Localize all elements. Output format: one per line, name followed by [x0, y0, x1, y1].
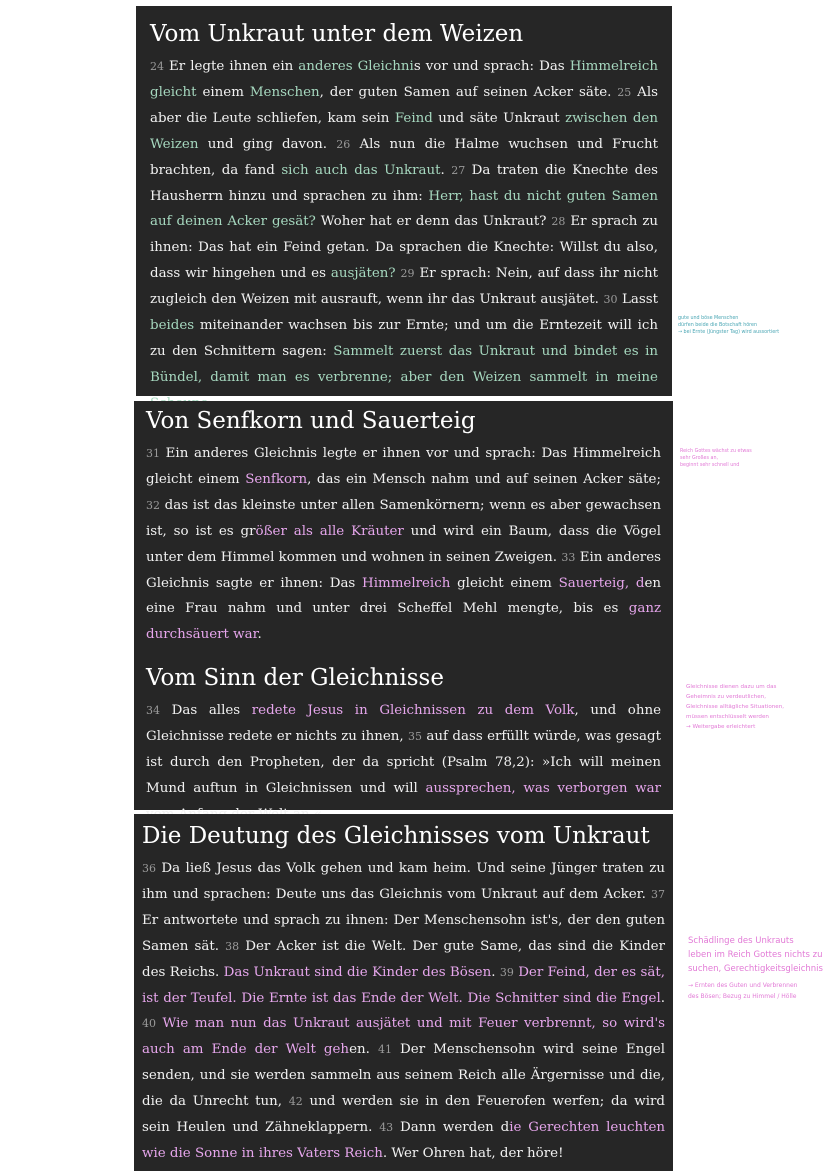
verse-text: Er sprach: Nein, auf dass ihr nicht zugleich den Weizen mit ausrauft, wenn ihr das Unkraut ausjätet.: [150, 266, 658, 308]
verse-number: 37: [651, 887, 665, 901]
verse-text: und wird ein Baum, dass die Vögel unter dem Himmel kommen und wohnen in seinen Zweigen.: [146, 523, 662, 565]
verse-number: 35: [408, 730, 423, 744]
verse-text: Er sprach zu ihnen: Das hat ein Feind getan. Da sprachen die Knechte: Willst du also, dass wir hingehen und es: [150, 214, 658, 282]
verse-text-34-35: [146, 698, 661, 828]
verse-text: .: [660, 990, 665, 1006]
verse-text-36-43: [142, 856, 665, 1167]
verse-text: en.: [349, 1042, 378, 1058]
highlight-green: ausjäten?: [330, 266, 396, 282]
note-line: beginnt sehr schnell und: [680, 463, 740, 468]
handwritten-note-3: [686, 682, 784, 732]
highlight-green: Herr, hast du nicht guten Samen auf deinen Acker gesät?: [150, 188, 658, 230]
highlight-pink: aussprechen, was verborgen war: [425, 780, 662, 796]
verse-number: 32: [146, 498, 160, 512]
verse-text: Das alles: [160, 703, 252, 719]
verse-text: Der Acker ist die Welt. Der gute Same, das sind die Kinder des Reichs.: [142, 938, 665, 980]
highlight-pink: redete Jesus in Gleichnissen zu dem Volk: [251, 703, 575, 719]
highlight-pink: ößer als alle Kräuter: [255, 523, 404, 539]
verse-text: , und ohne Gleichnisse redete er nichts zu ihnen,: [146, 703, 661, 745]
note-line: → Ernten des Guten und Verbrennen: [688, 982, 798, 989]
note-line: Reich Gottes wächst zu etwas: [680, 449, 752, 454]
verse-text: und säte Unkraut: [432, 110, 566, 126]
verse-text: Ein anderes Gleichnis sagte er ihnen: Das: [146, 549, 661, 591]
verse-text: Ein anderes Gleichnis legte er ihnen vor und sprach: Das Himmelreich gleicht einem: [146, 446, 661, 487]
verse-text: Lasst: [617, 292, 658, 308]
verse-text-31-33: [146, 441, 661, 648]
note-line: dürfen beide die Botschaft hören: [678, 323, 758, 328]
verse-number: 41: [377, 1043, 392, 1057]
verse-text: s vor und sprach: Das: [413, 59, 570, 74]
note-line: leben im Reich Gottes nichts zu: [688, 950, 823, 960]
verse-text-24-30: [150, 54, 658, 417]
note-line: müssen entschlüsselt werden: [686, 714, 769, 720]
section-title-unkraut-weizen: Vom Unkraut unter dem Weizen: [150, 21, 524, 47]
highlight-green: Feind: [394, 110, 433, 126]
verse-number: 40: [142, 1017, 156, 1031]
verse-number: 31: [146, 447, 160, 460]
verse-text: miteinander wachsen bis zur Ernte; und um die Erntezeit will ich zu den Schnittern sagen:: [150, 318, 658, 359]
verse-text: Da ließ Jesus das Volk gehen und kam heim. Und seine Jünger traten zu ihm und sprachen: Deute uns das Gleichnis vom Unkraut auf dem Acker.: [142, 861, 665, 902]
highlight-green: zwischen den Weizen: [150, 110, 658, 152]
highlight-green: Menschen: [249, 84, 320, 100]
highlight-green: beides: [150, 318, 195, 334]
panel-unkraut-unter-weizen: [136, 6, 672, 396]
verse-number: 34: [146, 704, 160, 718]
verse-number: 27: [451, 163, 466, 177]
verse-text: und ging davon.: [198, 136, 337, 152]
note-line: sehr Großes an,: [680, 456, 719, 461]
verse-text: Als aber die Leute schliefen, kam sein: [150, 84, 658, 126]
verse-number: 39: [499, 965, 514, 979]
handwritten-note-2: [680, 448, 752, 469]
highlight-pink: ganz durchsäuert war: [146, 601, 661, 643]
highlight-pink: Senfkorn: [245, 471, 308, 487]
verse-text: .: [491, 964, 500, 980]
verse-number: 33: [561, 550, 576, 564]
verse-number: 42: [288, 1095, 303, 1109]
highlight-pink: Der Feind, der es sät, ist der Teufel. Die Ernte ist das Ende der Welt. Die Schnitter sind die Engel: [142, 964, 665, 1006]
verse-number: 38: [225, 939, 240, 953]
handwritten-note-4: [688, 934, 823, 1002]
note-line: suchen, Gerechtigkeitsgleichnis: [688, 964, 823, 974]
verse-text: Er legte ihnen ein: [164, 59, 299, 74]
section-title-sinn-gleichnisse: Vom Sinn der Gleichnisse: [146, 665, 444, 692]
verse-text: Woher hat er denn das Unkraut?: [315, 214, 552, 230]
highlight-pink: Himmelreich: [362, 575, 451, 591]
verse-number: 36: [142, 862, 156, 875]
highlight-pink: ie Gerechten leuchten wie die Sonne in ihres Vaters Reich: [142, 1120, 665, 1161]
handwritten-note-1: [678, 315, 779, 336]
highlight-pink: Das Unkraut sind die Kinder des Bösen: [223, 964, 492, 980]
note-line: gute und böse Menschen: [678, 316, 739, 321]
note-line: Gleichnisse dienen dazu um das: [686, 684, 777, 690]
verse-number: 28: [551, 215, 566, 229]
verse-text: , der guten Samen auf seinen Acker säte.: [319, 84, 618, 100]
note-line: → Weitergabe erleichtert: [686, 724, 756, 730]
highlight-pink: Wie man nun das Unkraut ausjätet und mit Feuer verbrennt, so wird's auch am Ende der Welt geh: [142, 1016, 665, 1058]
note-line: Gleichnisse alltägliche Situationen,: [686, 704, 785, 710]
verse-text: und werden sie in den Feuerofen werfen; da wird sein Heulen und Zähneklappern.: [142, 1094, 665, 1136]
verse-number: 24: [150, 60, 164, 73]
verse-number: 29: [400, 267, 415, 281]
note-line: → bei Ernte (Jüngster Tag) wird aussortiert: [678, 330, 780, 335]
highlight-pink: Sauerteig, d: [558, 575, 645, 591]
verse-text: Er antwortete und sprach zu ihnen: Der Menschensohn ist's, der den guten Samen sät.: [142, 912, 665, 954]
verse-text: das ist das kleinste unter allen Samenkörnern; wenn es aber gewachsen ist, so ist es gr: [146, 497, 661, 539]
verse-text: Dann werden d: [393, 1120, 510, 1136]
verse-text: . Wer Ohren hat, der höre!: [382, 1145, 564, 1161]
verse-number: 25: [617, 85, 632, 99]
verse-text: gleicht einem: [450, 575, 559, 591]
note-line: des Bösen; Bezug zu Himmel / Hölle: [688, 993, 797, 1000]
verse-number: 30: [603, 293, 618, 307]
verse-text: .: [440, 162, 452, 178]
verse-number: 43: [379, 1121, 394, 1135]
highlight-green: Sammelt zuerst das Unkraut und bindet es in Bündel, damit man es verbrenne; aber den Weizen sammelt in meine: [150, 343, 658, 385]
verse-text: Als nun die Halme wuchsen und Frucht brachten, da fand: [150, 136, 659, 178]
verse-number: 26: [336, 137, 351, 151]
verse-text: en eine Frau nahm und unter drei Scheffel Mehl mengte, bis es: [146, 575, 661, 617]
section-title-senfkorn-sauerteig: Von Senfkorn und Sauerteig: [146, 408, 476, 434]
verse-text: auf dass erfüllt würde, was gesagt ist durch den Propheten, der da spricht (Psalm 78,2): »Ich will meinen Mund auftun in Gleichnissen und will: [146, 729, 661, 796]
highlight-green: Himmelreich gleicht: [150, 59, 658, 100]
note-line: Schädlinge des Unkrauts: [688, 936, 794, 946]
verse-text: Da traten die Knechte des Hausherrn hinzu und sprachen zu ihm:: [150, 162, 659, 204]
highlight-green: anderes Gleichni: [298, 59, 414, 74]
verse-text: .: [257, 627, 262, 643]
verse-text: einem: [196, 84, 250, 100]
panel-senfkorn-sinn: [134, 401, 673, 810]
verse-text: Der Menschensohn wird seine Engel senden, und sie werden sammeln aus seinem Reich alle Ärgernisse und die, die da Unrecht tun,: [142, 1042, 666, 1110]
highlight-green: sich auch das Unkraut: [281, 162, 441, 178]
note-line: Geheimnis zu verdeutlichen,: [686, 694, 766, 700]
section-title-deutung-unkraut: Die Deutung des Gleichnisses vom Unkraut: [142, 823, 650, 849]
verse-text: , das ein Mensch nahm und auf seinen Acker säte;: [307, 471, 661, 487]
panel-deutung-unkraut: [134, 814, 673, 1171]
